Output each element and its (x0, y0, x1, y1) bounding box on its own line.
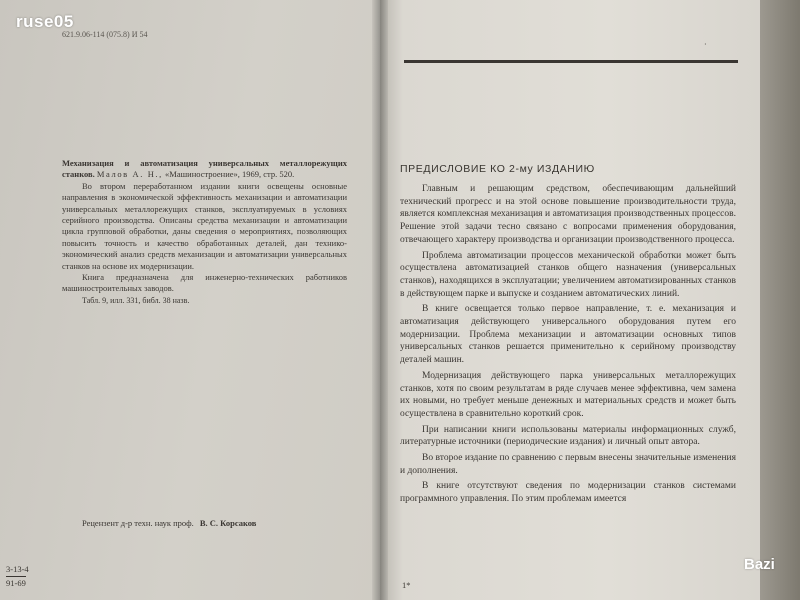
annotation-heading: Механизация и автоматизация универсальных металлорежущих станков. (62, 158, 347, 180)
preface-body (400, 183, 736, 509)
annotation-audience: Книга предназначена для инженерно-технических работников машиностроительных заводов. (62, 272, 347, 294)
book-annotation (62, 158, 347, 306)
annotation-text: Во втором переработанном издании книги освещены основные направления в экономической эффективность механизации и автоматизации универсальных металлорежущих станков, эксплуатируемых в условиях серийного производства. Описаны средства механизации и автоматизации цикла групповой обработки, даны сведения о мероприятиях, позволяющих повысить точность и качество обработанных деталей, дан технико-экономический анализ средств механизации и автоматизации универсальных станков на основе их модернизации. (62, 180, 347, 271)
reviewer-name: В. С. Корсаков (199, 518, 257, 528)
preface-title: ПРЕДИСЛОВИЕ КО 2-му ИЗДАНИЮ (400, 163, 595, 175)
print-code-bottom: 91-69 (6, 578, 26, 588)
reviewer-line (82, 518, 256, 528)
watermark-logo: ruse05 (16, 12, 74, 31)
preface-paragraph: При написании книги использованы материалы информационных служб, литературные источники (периодические издания) и личный опыт автора. (400, 424, 736, 448)
header-rule (404, 60, 738, 63)
preface-paragraph: В книге освещается только первое направление, т. е. механизация и автоматизация действующего универсального оборудования путем его модернизации. Проблема механизации и автоматизации основных типов универсальных станков решается применительно к серийному производству деталей машин. (400, 304, 736, 366)
watermark-stamp: Bazi (744, 556, 775, 573)
preface-paragraph: Модернизация действующего парка универсальных металлорежущих станков, хотя по своим результатам в ряде случаев менее эффективна, чем замена их новыми, но требует меньше денежных и материальных средств и может быть осуществлена в сравнительно короткий срок. (400, 370, 736, 419)
annotation-header (62, 158, 347, 181)
annotation-imprint: «Машиностроение», 1969, стр. 520. (165, 169, 295, 180)
reviewer-label: Рецензент д-р техн. наук проф. (82, 518, 194, 528)
page-mark: · (704, 40, 707, 49)
preface-paragraph: Главным и решающим средством, обеспечивающим дальнейший технический прогресс и на этой основе повышение производительности труда, является комплексная механизация и автоматизация производственных процессов. Решение этой задачи тесно связано с вопросами применения оборудования, отвечающего характеру производства и организации производственного процесса. (400, 184, 736, 245)
annotation-author: Малов А. Н., (96, 169, 163, 180)
preface-paragraph: Проблема автоматизации процессов механической обработки может быть осуществлена автоматизацией станков общего назначения (универсальных станков), находящихся в эксплуатации; увеличением автоматизированных станков в действующем парке и выпуске и созданием автоматических линий. (400, 250, 736, 299)
book-gutter (372, 0, 388, 600)
annotation-counts: Табл. 9, илл. 331, библ. 38 назв. (82, 295, 190, 305)
page-number: 1* (402, 580, 411, 590)
preface-paragraph: В книге отсутствуют сведения по модернизации станков системами программного управления. По этим проблемам имеется (400, 481, 736, 505)
page-edge (760, 0, 800, 600)
print-code-top: 3-13-4 (6, 564, 29, 574)
preface-paragraph: Во второе издание по сравнению с первым внесены значительные изменения и дополнения. (400, 453, 736, 476)
udc-code: 621.9.06-114 (075.8) И 54 (62, 30, 148, 39)
